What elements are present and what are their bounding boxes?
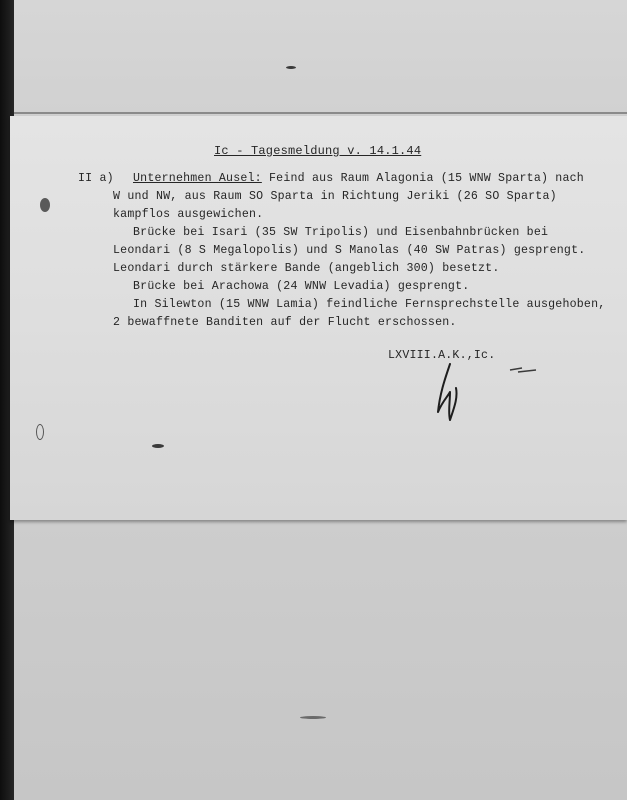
report-line-3: kampflos ausgewichen. (113, 208, 264, 221)
section-label: II a) (78, 172, 114, 185)
pen-mark (508, 362, 538, 376)
punch-hole (40, 198, 50, 212)
lower-sheet (14, 520, 627, 800)
report-line-1 (133, 172, 584, 185)
report-line-5: Leondari (8 S Megalopolis) und S Manolas (40 SW Patras) gesprengt. (113, 244, 586, 257)
scan-speck (152, 444, 164, 448)
sender-signoff: LXVIII.A.K.,Ic. (388, 349, 496, 362)
handwritten-signature (428, 362, 468, 424)
scan-speck (286, 66, 296, 69)
operation-name: Unternehmen Ausel: (133, 172, 262, 185)
report-line-1-rest: Feind aus Raum Alagonia (15 WNW Sparta) nach (261, 172, 584, 185)
report-line-2: W und NW, aus Raum SO Sparta in Richtung Jeriki (26 SO Sparta) (113, 190, 557, 203)
report-line-8: In Silewton (15 WNW Lamia) feindliche Fernsprechstelle ausgehoben, (133, 298, 606, 311)
report-line-6: Leondari durch stärkere Bande (angeblich 300) besetzt. (113, 262, 500, 275)
report-line-7: Brücke bei Arachowa (24 WNW Levadia) gesprengt. (133, 280, 470, 293)
report-line-9: 2 bewaffnete Banditen auf der Flucht erschossen. (113, 316, 457, 329)
report-line-4: Brücke bei Isari (35 SW Tripolis) und Eisenbahnbrücken bei (133, 226, 549, 239)
punch-ring (36, 424, 44, 440)
sheet-edge (14, 112, 627, 114)
scan-speck (300, 716, 326, 719)
document-title: Ic - Tagesmeldung v. 14.1.44 (214, 144, 422, 158)
